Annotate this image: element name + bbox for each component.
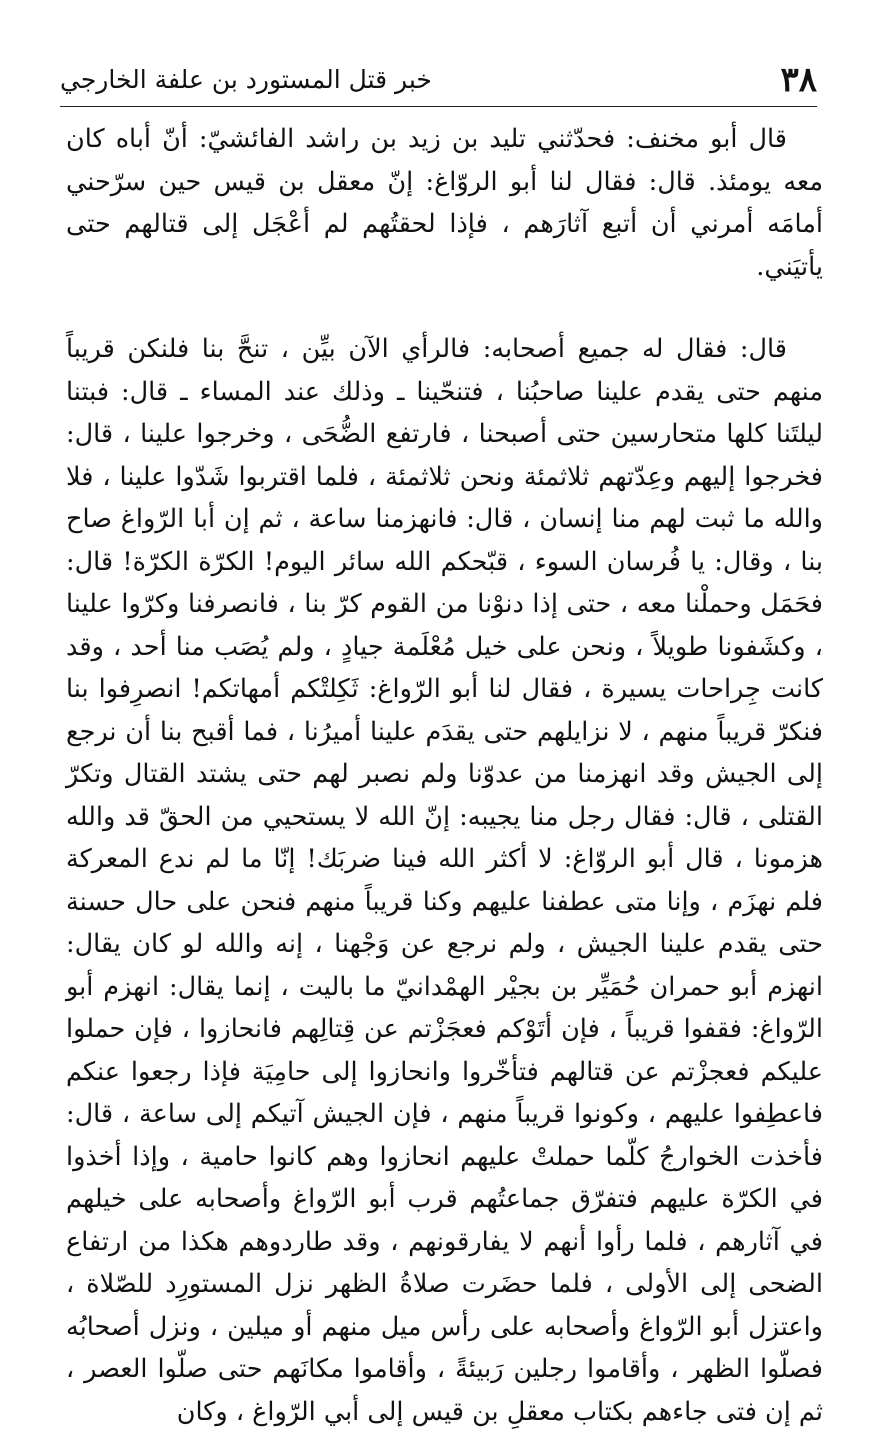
running-header — [60, 58, 817, 107]
paragraph-1: قال أبو مخنف: فحدّثني تليد بن زيد بن راشد الفائشيّ: أنّ أباه كان معه يومئذ. قال: فقال لنا أبو الروّاغ: إنّ معقل بن قيس حين سرّحني أمامَه أمرني أن أتبع آثارَهم ، فإذا لحقتُهم لم أعْجَل إلى قتالهم حتى يأتيَني. — [66, 124, 823, 282]
main-text — [66, 118, 823, 1433]
page-number: ٣٨ — [780, 60, 817, 100]
chapter-title: خبر قتل المستورد بن علفة الخارجي — [60, 65, 432, 94]
paragraph-2: قال: فقال له جميع أصحابه: فالرأي الآن بيِّن ، تنحَّ بنا فلنكن قريباً منهم حتى يقدم علينا صاحبُنا ، فتنحّينا ـ وذلك عند المساء ـ قال: فبتنا ليلتَنا كلها متحارسين حتى أصبحنا ، فارتفع الضُّحَى ، وخرجوا علينا ، قال: فخرجوا إليهم وعِدّتهم ثلاثمئة ونحن ثلاثمئة ، فلما اقتربوا شَدّوا علينا ، فلا والله ما ثبت لهم منا إنسان ، قال: فانهزمنا ساعة ، ثم إن أبا الرّواغ صاح بنا ، وقال: يا فُرسان السوء ، قبّحكم الله سائر اليوم! الكرّة الكرّة! قال: فحَمَل وحملْنا معه ، حتى إذا دنوْنا من القوم كرّ بنا ، فانصرفنا وكرّوا علينا ، وكشَفونا طويلاً ، ونحن على خيل مُعْلَمة جيادٍ ، ولم يُصَب منا أحد ، وقد كانت جِراحات يسيرة ، فقال لنا أبو الرّواغ: ثَكِلتْكم أمهاتكم! انصرِفوا بنا فنكرّ قريباً منهم ، لا نزايلهم حتى يقدَم علينا أميرُنا ، فما أقبح بنا أن نرجع إلى الجيش وقد انهزمنا من عدوّنا ولم نصبر لهم حتى يشتد القتال وتكرّ القتلى ، قال: فقال رجل منا يجيبه: إنّ الله لا يستحيي من الحقّ قد والله هزمونا ، قال أبو الروّاغ: لا أكثر الله فينا ضربَك! إنّا ما لم ندع المعركة فلم نهزَم ، وإنا متى عطفنا عليهم وكنا قريباً منهم فنحن على حال حسنة حتى يقدم علينا الجيش ، ولم نرجع عن وَجْهنا ، إنه والله لو كان يقال: انهزم أبو حمران حُمَيِّر بن بجيْر الهمْدانيّ ما باليت ، إنما يقال: انهزم أبو الرّواغ: فقفوا قريباً ، فإن أتَوْكم فعجَزْتم عن قِتالِهم فانحازوا ، فإن حملوا عليكم فعجزْتم عن قتالهم فتأخّروا وانحازوا إلى حامِيَة فإذا رجعوا عنكم فاعطِفوا عليهم ، وكونوا قريباً منهم ، فإن الجيش آتيكم إلى ساعة ، قال: فأخذت الخوارجُ كلّما حملتْ عليهم انحازوا وهم كانوا حامية ، وإذا أخذوا في الكرّة عليهم فتفرّق جماعتُهم قرب أبو الرّواغ وأصحابه على خيلهم في آثارهم ، فلما رأوا أنهم لا يفارقونهم ، وقد طاردوهم هكذا من ارتفاع الضحى إلى الأولى ، فلما حضَرت صلاةُ الظهر نزل المستورِد للصّلاة ، واعتزل أبو الرّواغ وأصحابه على رأس ميل منهم أو ميلين ، ونزل أصحابُه فصلّوا الظهر ، وأقاموا رجلين رَبيئةً ، وأقاموا مكانَهم حتى صلّوا العصر ، ثم إن فتى جاءهم بكتاب معقلِ بن قيس إلى أبي الرّواغ ، وكان — [66, 334, 823, 1427]
